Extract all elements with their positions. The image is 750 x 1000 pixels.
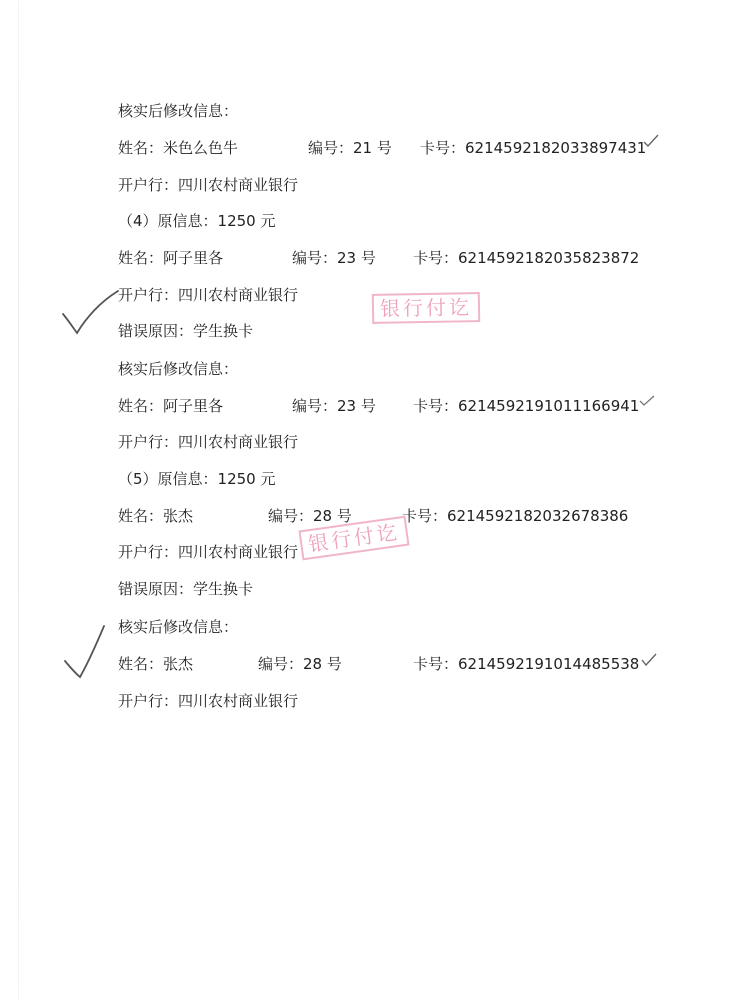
bank-line: 开户行：四川农村商业银行 (118, 176, 299, 194)
check-mark-icon (643, 134, 659, 148)
text-line (118, 469, 276, 489)
large-check-mark-icon (62, 623, 110, 679)
bank-line: 开户行：四川农村商业银行 (118, 692, 299, 710)
original-info-heading: （5）原信息：1250 元 (118, 470, 276, 488)
record-card: 卡号：6214592182032678386 (402, 507, 629, 525)
record-id: 编号：28 号 (258, 655, 342, 673)
record-id: 编号：23 号 (292, 397, 376, 415)
scan-edge (18, 0, 19, 1000)
text-line (118, 617, 238, 637)
record-id: 编号：28 号 (268, 507, 352, 525)
record-card: 卡号：6214592182035823872 (413, 249, 640, 267)
bank-line: 开户行：四川农村商业银行 (118, 286, 299, 304)
heading-verified-info: 核实后修改信息： (118, 360, 239, 378)
heading-verified-info: 核实后修改信息： (118, 102, 239, 120)
error-reason-line: 错误原因：学生换卡 (118, 580, 254, 598)
text-line (118, 175, 298, 195)
record-name: 姓名：张杰 (118, 507, 194, 525)
text-line (118, 542, 298, 562)
bank-line: 开户行：四川农村商业银行 (118, 543, 299, 561)
text-line (118, 691, 298, 711)
record-row (118, 248, 658, 268)
record-card: 卡号：6214592182033897431 (420, 139, 647, 157)
bank-line: 开户行：四川农村商业银行 (118, 433, 299, 451)
text-line (118, 321, 253, 341)
record-name: 姓名：张杰 (118, 655, 194, 673)
record-id: 编号：23 号 (292, 249, 376, 267)
record-name: 姓名：阿子里各 (118, 249, 224, 267)
text-line (118, 359, 238, 379)
text-line (118, 432, 298, 452)
error-reason-line: 错误原因：学生换卡 (118, 322, 254, 340)
record-card: 卡号：6214592191011166941 (413, 397, 640, 415)
bank-paid-stamp: 银行付讫 (298, 516, 409, 561)
text-line (118, 101, 238, 121)
record-card: 卡号：6214592191014485538 (413, 655, 640, 673)
check-mark-icon (641, 653, 657, 667)
record-name: 姓名：阿子里各 (118, 397, 224, 415)
text-line (118, 285, 298, 305)
record-row (118, 654, 658, 674)
record-row (118, 396, 658, 416)
heading-verified-info: 核实后修改信息： (118, 618, 239, 636)
bank-paid-stamp: 银行付讫 (372, 292, 481, 324)
original-info-heading: （4）原信息：1250 元 (118, 212, 276, 230)
record-row (118, 138, 658, 158)
record-name: 姓名：米色么色牛 (118, 139, 239, 157)
large-check-mark-icon (60, 288, 122, 336)
check-mark-icon (639, 395, 655, 407)
record-id: 编号：21 号 (308, 139, 392, 157)
text-line (118, 579, 253, 599)
text-line (118, 211, 276, 231)
